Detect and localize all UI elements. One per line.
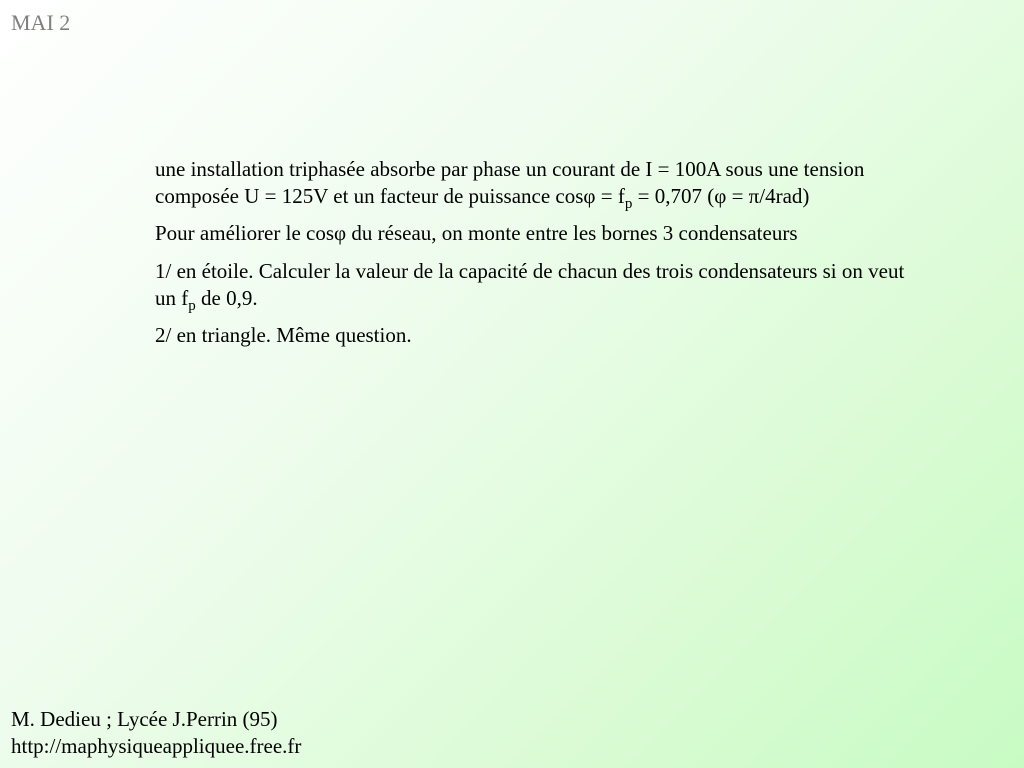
paragraph-improvement: Pour améliorer le cosφ du réseau, on monte entre les bornes 3 condensateurs: [155, 221, 798, 246]
question-triangle: 2/ en triangle. Même question.: [155, 323, 412, 348]
subscript-p: p: [624, 195, 633, 212]
footer: [11, 706, 301, 761]
paragraph-installation-text-a: une installation triphasée absorbe par phase un courant de I = 100A sous une tension composée U = 125V et un facteur de puissance cosφ = f: [155, 157, 865, 208]
paragraph-installation: [155, 156, 915, 212]
question-star: [155, 258, 915, 314]
slide-tag: MAI 2: [11, 10, 71, 35]
problem-statement: [155, 156, 915, 360]
footer-author: M. Dedieu ; Lycée J.Perrin (95): [11, 707, 278, 731]
question-star-text-a: 1/ en étoile. Calculer la valeur de la capacité de chacun des trois condensateurs si on veut un f: [155, 258, 905, 310]
footer-url: http://maphysiqueappliquee.free.fr: [11, 734, 302, 759]
subscript-p: p: [188, 297, 196, 314]
paragraph-installation-text-b: = 0,707 (φ = π/4rad): [632, 183, 810, 208]
question-star-text-b: de 0,9.: [195, 285, 258, 310]
